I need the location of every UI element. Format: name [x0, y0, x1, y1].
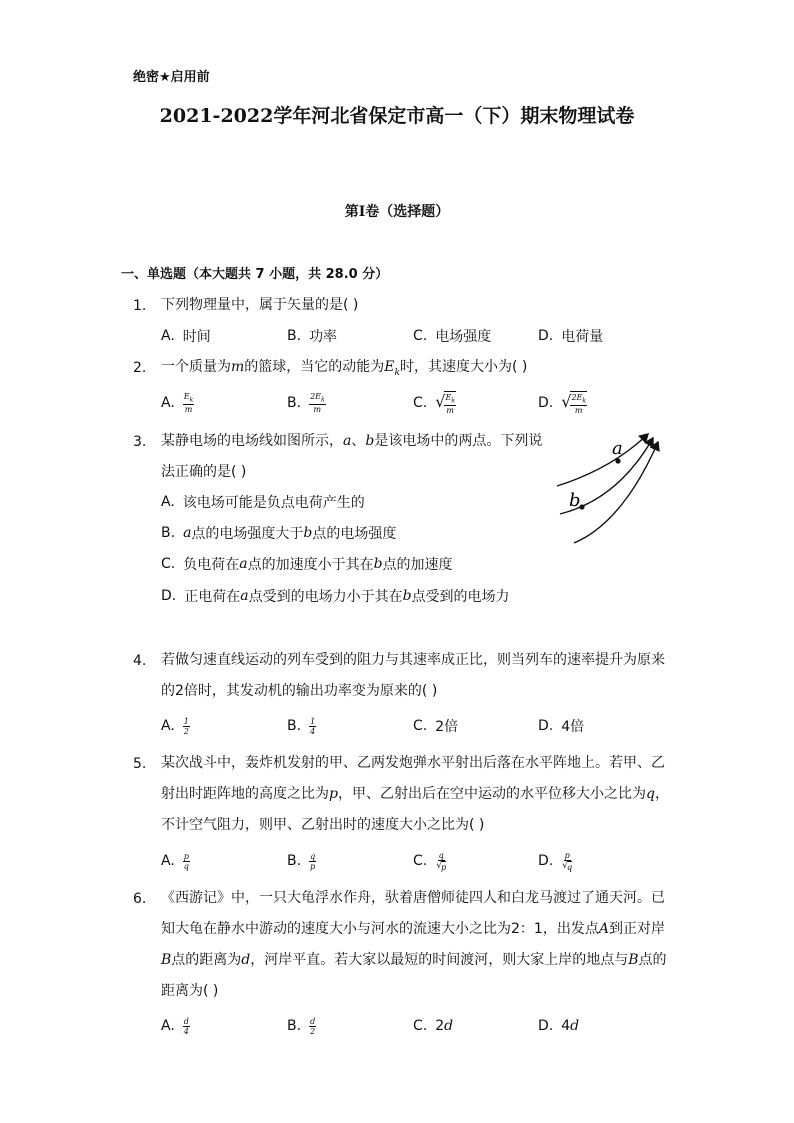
- option-label: A.: [161, 328, 175, 344]
- option-label: A.: [161, 853, 175, 869]
- q5-option-a[interactable]: [161, 849, 190, 873]
- var-q: q: [645, 786, 655, 802]
- radicand: q: [566, 862, 573, 872]
- text: ，甲、乙射出后在空中运动的水平位移大小之比为: [337, 786, 646, 802]
- denominator: [435, 861, 447, 872]
- q5-option-d[interactable]: [538, 849, 573, 873]
- q4-option-c[interactable]: [413, 714, 458, 738]
- option-label: B.: [287, 853, 302, 869]
- option-label: D.: [538, 395, 554, 411]
- option-label: D.: [538, 718, 554, 734]
- var: a: [239, 556, 248, 572]
- denominator: q: [183, 861, 189, 871]
- q5-option-b[interactable]: [287, 849, 316, 873]
- radical-icon: √: [436, 860, 442, 871]
- sqrt: [561, 391, 587, 416]
- numerator: q: [438, 850, 444, 860]
- var: b: [303, 525, 313, 541]
- ratio: 2：1: [511, 921, 543, 937]
- fraction: [183, 392, 194, 415]
- option-label: C.: [413, 395, 428, 411]
- q4-option-a[interactable]: [161, 714, 190, 738]
- option-label: A.: [161, 395, 175, 411]
- numerator: $E_k$: [445, 392, 455, 405]
- q6-number: 6.: [133, 891, 147, 907]
- radical-icon: √: [562, 860, 568, 871]
- text: 点的: [638, 952, 667, 968]
- text: ，: [654, 786, 669, 802]
- fraction: [570, 393, 587, 416]
- fraction: [561, 851, 573, 872]
- option-label: D.: [538, 1018, 554, 1034]
- text: ，河岸平直。若大家以最短的时间渡河，则大家上岸的地点与: [250, 952, 629, 968]
- option-label: C.: [413, 718, 428, 734]
- text: ，出发点: [542, 921, 599, 937]
- q6-text-line3: [161, 953, 667, 967]
- q2-text: [161, 360, 527, 380]
- q2-text-post: 时，其速度大小为( ): [399, 359, 528, 375]
- q3-option-a[interactable]: [161, 490, 365, 514]
- text: 正电荷在: [184, 589, 241, 605]
- q2-option-b[interactable]: [287, 391, 326, 415]
- denominator: m: [446, 406, 454, 416]
- text: 负电荷在: [183, 557, 240, 573]
- numerator: $E_k$: [183, 391, 194, 404]
- option-text: 电荷量: [561, 329, 604, 345]
- text: 点受到的电场力: [411, 589, 510, 605]
- var: b: [373, 556, 383, 572]
- denominator: 4: [310, 726, 316, 736]
- q3-option-c[interactable]: [161, 552, 453, 576]
- option-text: 该电场可能是负点电荷产生的: [182, 495, 365, 511]
- fraction: [444, 393, 455, 416]
- q6-option-a[interactable]: [161, 1014, 190, 1038]
- fraction: [183, 1017, 190, 1036]
- var: a: [240, 588, 249, 604]
- numerator: $2E_k$: [571, 392, 587, 405]
- subscript-k: k: [321, 396, 325, 404]
- radicand: p: [440, 862, 447, 872]
- section-heading: 一、单选题（本大题共 7 小题，共 28.0 分）: [121, 267, 389, 282]
- text: 点的加速度: [382, 557, 453, 573]
- text: 点的加速度小于其在: [247, 557, 374, 573]
- option-label: A.: [161, 494, 175, 510]
- option-text: 4倍: [561, 719, 585, 735]
- label-b: b: [569, 490, 581, 511]
- denominator: 2: [183, 726, 189, 736]
- var-d: d: [241, 952, 251, 968]
- coefficient: 4: [561, 1018, 571, 1034]
- var: a: [183, 525, 192, 541]
- text: 知大龟在静水中游动的速度大小与河水的流速大小之比为: [161, 921, 511, 937]
- option-label: D.: [538, 853, 554, 869]
- secret-mark: 绝密★启用前: [133, 70, 210, 85]
- option-label: B.: [161, 525, 176, 541]
- subscript-k: k: [189, 396, 194, 404]
- q4-text-line2: 的2倍时，其发动机的输出功率变为原来的( ): [161, 683, 438, 699]
- text: 点的电场强度: [312, 526, 397, 542]
- var-m: m: [231, 359, 245, 375]
- var-B: B: [161, 952, 172, 968]
- option-text: 2倍: [435, 719, 459, 735]
- field-line-1: [557, 434, 648, 486]
- q3-option-d[interactable]: [161, 584, 510, 608]
- var-p: p: [329, 786, 338, 802]
- q5-text-line3: 不计空气阻力，则甲、乙射出时的速度大小之比为( ): [161, 817, 485, 833]
- q1-option-d[interactable]: [538, 324, 603, 348]
- option-text: 功率: [309, 329, 338, 345]
- denominator: [561, 861, 573, 872]
- q6-text-line4: 距离为( ): [161, 983, 219, 999]
- q1-option-c[interactable]: [413, 324, 491, 348]
- text: 、: [351, 433, 366, 449]
- text: 点受到的电场力小于其在: [248, 589, 403, 605]
- subscript-k: k: [582, 397, 587, 405]
- q6-option-d[interactable]: [538, 1014, 579, 1038]
- q3-text-line1: [161, 434, 542, 448]
- option-label: D.: [161, 588, 177, 604]
- var-d: d: [444, 1018, 454, 1034]
- var-d: d: [570, 1018, 580, 1034]
- q3-option-b[interactable]: [161, 521, 396, 545]
- q1-text: 下列物理量中，属于矢量的是( ): [161, 297, 359, 313]
- coefficient: 2: [435, 1018, 445, 1034]
- option-label: C.: [413, 853, 428, 869]
- numerator: $2E_k$: [310, 391, 325, 404]
- q4-option-d[interactable]: [538, 714, 584, 738]
- fraction: [435, 851, 447, 872]
- sqrt: [435, 391, 456, 416]
- text: 到正对岸: [608, 921, 665, 937]
- q6-option-b[interactable]: [287, 1014, 316, 1038]
- q4-option-b[interactable]: [287, 714, 316, 738]
- option-label: D.: [538, 328, 554, 344]
- q6-option-c[interactable]: [413, 1014, 453, 1038]
- option-text: 时间: [182, 329, 211, 345]
- q5-text-line1: 某次战斗中，轰炸机发射的甲、乙两发炮弹水平射出后落在水平阵地上。若甲、乙: [161, 755, 665, 771]
- var-a: a: [343, 433, 352, 449]
- denominator: m: [574, 406, 583, 416]
- fraction: [183, 852, 190, 871]
- q2-option-c[interactable]: [413, 391, 456, 415]
- option-label: C.: [413, 1018, 428, 1034]
- text: 是该电场中的两点。下列说: [374, 433, 543, 449]
- denominator: 2: [310, 1026, 316, 1036]
- q5-option-c[interactable]: [413, 849, 447, 873]
- numerator: p: [183, 851, 189, 861]
- fraction: [309, 717, 316, 736]
- q5-text-line2: [161, 787, 669, 801]
- exam-title: 2021-2022学年河北省保定市高一（下）期末物理试卷: [159, 105, 635, 127]
- q1-option-b[interactable]: [287, 324, 337, 348]
- denominator: p: [310, 861, 316, 871]
- q1-number: 1.: [133, 298, 147, 314]
- var: b: [402, 588, 412, 604]
- q4-number: 4.: [133, 653, 147, 669]
- electric-field-figure: [550, 426, 670, 546]
- option-text: 电场强度: [435, 329, 492, 345]
- option-label: A.: [161, 1018, 175, 1034]
- q6-text-line2: [161, 922, 665, 936]
- q6-text-line1: 《西游记》中，一只大龟浮水作舟，驮着唐僧师徒四人和白龙马渡过了通天河。已: [161, 890, 665, 906]
- text: 射出时距阵地的高度之比为: [161, 786, 329, 802]
- q5-number: 5.: [133, 756, 147, 772]
- text: 点的电场强度大于: [191, 526, 304, 542]
- fraction: [309, 1017, 316, 1036]
- fraction: [309, 852, 316, 871]
- option-label: B.: [287, 328, 302, 344]
- numerator: d: [310, 1016, 316, 1026]
- label-a: a: [612, 438, 623, 459]
- option-label: C.: [413, 328, 428, 344]
- radical-icon: √: [435, 391, 446, 411]
- fraction: [309, 392, 326, 415]
- var-ek-sub: k: [394, 367, 400, 378]
- q3-text-line2: 法正确的是( ): [161, 464, 247, 480]
- subscript-k: k: [451, 397, 455, 405]
- denominator: m: [184, 405, 193, 415]
- q1-option-a[interactable]: [161, 324, 211, 348]
- q2-text-mid: 的篮球，当它的动能为: [244, 359, 385, 375]
- numerator: d: [183, 1016, 189, 1026]
- volume-heading: 第I卷（选择题）: [344, 204, 450, 220]
- numerator: 1: [183, 716, 189, 726]
- point-a: [615, 458, 620, 463]
- q4-text-line1: 若做匀速直线运动的列车受到的阻力与其速率成正比，则当列车的速率提升为原来: [161, 652, 665, 668]
- q2-number: 2.: [133, 360, 147, 376]
- var-ek: E: [384, 359, 395, 375]
- option-label: B.: [287, 1018, 302, 1034]
- option-label: A.: [161, 718, 175, 734]
- q2-option-a[interactable]: [161, 391, 194, 415]
- q3-number: 3.: [133, 434, 147, 450]
- option-label: C.: [161, 556, 176, 572]
- var-A: A: [598, 921, 609, 937]
- denominator: 4: [183, 1026, 189, 1036]
- numerator: p: [564, 850, 570, 860]
- numerator: 1: [310, 716, 316, 726]
- var-B: B: [628, 952, 639, 968]
- numerator: q: [310, 851, 316, 861]
- option-label: B.: [287, 395, 302, 411]
- fraction: [183, 717, 190, 736]
- q2-option-d[interactable]: [538, 391, 587, 415]
- radical-icon: √: [561, 391, 572, 411]
- text: 某静电场的电场线如图所示，: [161, 433, 343, 449]
- var-b: b: [365, 433, 375, 449]
- option-label: B.: [287, 718, 302, 734]
- text: 点的距离为: [171, 952, 242, 968]
- q2-text-pre: 一个质量为: [161, 359, 231, 375]
- denominator: m: [313, 405, 322, 415]
